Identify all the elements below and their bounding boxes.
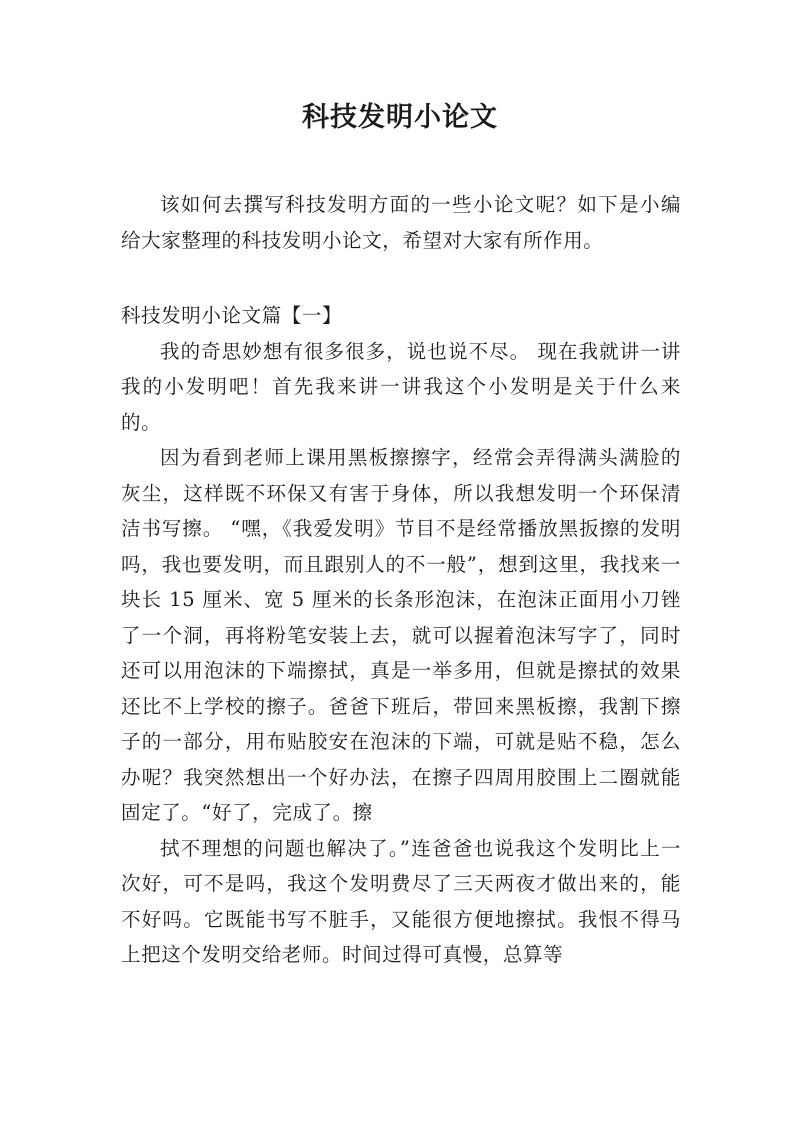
intro-block: [121, 187, 681, 258]
document-title: 科技发明小论文: [302, 102, 498, 133]
body-paragraph-1: 我的奇思妙想有很多很多，说也说不尽。 现在我就讲一讲我的小发明吧！首先我来讲一讲我这个小发明是关于什么来的。: [121, 339, 681, 434]
body-paragraph-3: 拭不理想的问题也解决了。”连爸爸也说我这个发明比上一次好，可不是吗，我这个发明费尽了三天两夜才做出来的，能不好吗。它既能书写不脏手，又能很方便地擦拭。我恨不得马上把这个发明交给老师。时间过得可真慢，总算等: [121, 836, 681, 966]
section-heading: 科技发明小论文篇【一】: [121, 304, 343, 327]
body-paragraph-2: 因为看到老师上课用黑板擦擦字，经常会弄得满头满脸的灰尘，这样既不环保又有害于身体，所以我想发明一个环保清洁书写擦。 “嘿，《我爱发明》节目不是经常播放黑扳擦的发明吗，我也要发明，而且跟别人的不一般”，想到这里，我找来一块长 15 厘米、宽 5 厘米的长条形泡沫，在泡沫正面用小刀锉了一个洞，再将粉笔安装上去，就可以握着泡沫写字了，同时还可以用泡沫的下端擦拭，真是一举多用，但就是擦拭的效果还比不上学校的擦子。爸爸下班后，带回来黑板擦，我割下擦子的一部分，用布贴胶安在泡沫的下端，可就是贴不稳，怎么办呢？我突然想出一个好办法，在擦子四周用胶围上二圈就能固定了。“好了，完成了。擦: [121, 446, 681, 824]
section-block: [121, 298, 681, 973]
intro-paragraph: 该如何去撰写科技发明方面的一些小论文呢？如下是小编给大家整理的科技发明小论文，希望对大家有所作用。: [121, 193, 681, 252]
